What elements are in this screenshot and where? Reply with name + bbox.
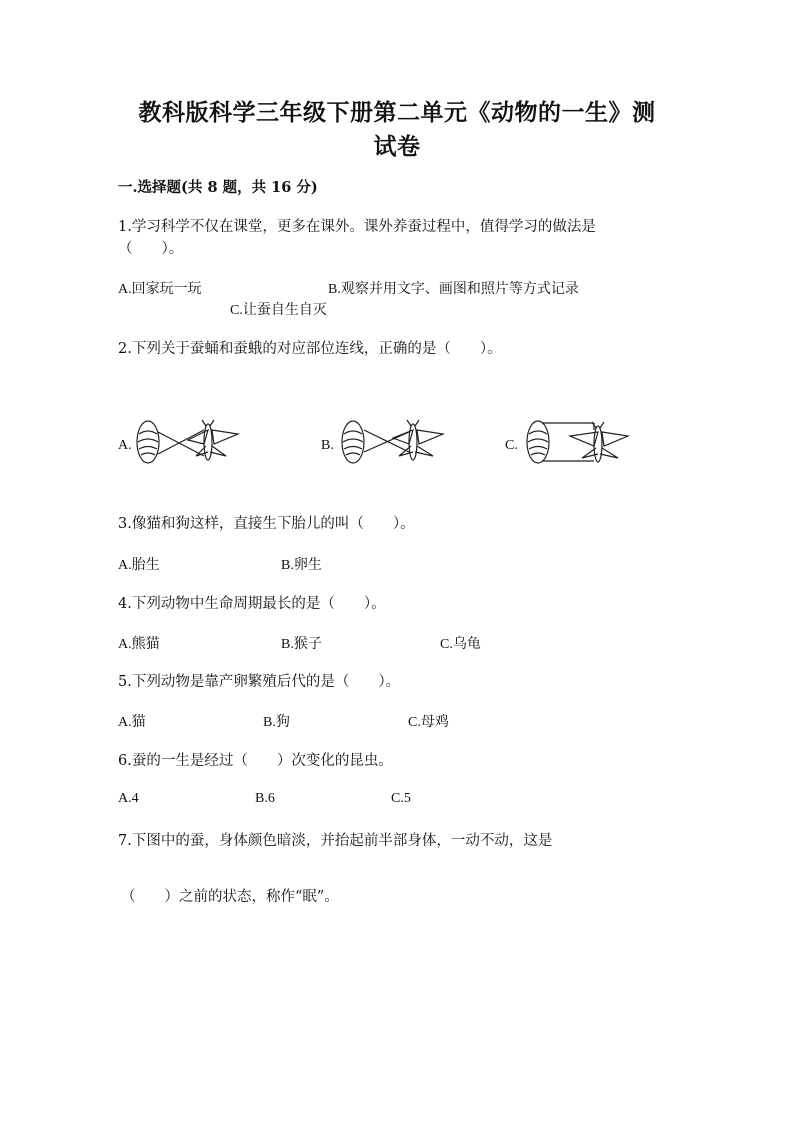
question-5-option-b[interactable]: B.狗 xyxy=(263,715,290,730)
question-6-option-a[interactable]: A.4 xyxy=(118,791,139,806)
question-5-option-c[interactable]: C.母鸡 xyxy=(408,715,449,730)
question-6-option-c[interactable]: C.5 xyxy=(391,791,411,806)
question-2-line-1: 2.下列关于蚕蛹和蚕蛾的对应部位连线，正确的是（ ）。 xyxy=(118,341,502,357)
moth-icon xyxy=(393,420,443,460)
pupa-icon xyxy=(137,421,159,463)
question-1-option-c[interactable]: C.让蚕自生自灭 xyxy=(230,303,327,318)
question-4-line-1: 4.下列动物中生命周期最长的是（ ）。 xyxy=(118,596,386,612)
question-3-option-b[interactable]: B.卵生 xyxy=(281,558,322,573)
question-5-line-1: 5.下列动物是靠产卵繁殖后代的是（ ）。 xyxy=(118,674,401,690)
question-1-line-1: 1.学习科学不仅在课堂，更多在课外。课外养蚕过程中，值得学习的做法是 xyxy=(118,219,596,235)
question-7-line-2: （ ）之前的状态，称作“眠”。 xyxy=(121,889,339,905)
title-line-2: 试卷 xyxy=(373,133,421,160)
moth-icon xyxy=(188,420,238,460)
question-1-option-b[interactable]: B.观察并用文字、画图和照片等方式记录 xyxy=(328,282,579,297)
question-2-option-c[interactable]: C. xyxy=(505,438,518,453)
pupa-moth-diagram-a xyxy=(130,416,242,468)
page-title xyxy=(0,96,794,164)
pupa-icon xyxy=(527,421,549,463)
question-3-option-a[interactable]: A.胎生 xyxy=(118,558,160,573)
question-4-option-a[interactable]: A.熊猫 xyxy=(118,637,160,652)
pupa-moth-diagram-c xyxy=(520,416,632,468)
question-6-option-b[interactable]: B.6 xyxy=(255,791,275,806)
pupa-icon xyxy=(342,421,364,463)
title-line-1: 教科版科学三年级下册第二单元《动物的一生》测 xyxy=(138,99,656,126)
question-6-line-1: 6.蚕的一生是经过（ ）次变化的昆虫。 xyxy=(118,753,393,769)
pupa-moth-diagram-b xyxy=(335,416,447,468)
question-2-option-b[interactable]: B. xyxy=(321,438,334,453)
question-2-option-a[interactable]: A. xyxy=(118,438,132,453)
question-4-option-b[interactable]: B.猴子 xyxy=(281,637,322,652)
question-1-option-a[interactable]: A.回家玩一玩 xyxy=(118,282,202,297)
question-1-line-2: （ ）。 xyxy=(118,241,184,257)
question-7-line-1: 7.下图中的蚕，身体颜色暗淡，并抬起前半部身体，一动不动，这是 xyxy=(118,833,553,849)
question-4-option-c[interactable]: C.乌龟 xyxy=(440,637,481,652)
section-heading: 一.选择题(共 8 题，共 16 分) xyxy=(118,179,318,196)
moth-icon xyxy=(570,422,628,462)
question-3-line-1: 3.像猫和狗这样，直接生下胎儿的叫（ ）。 xyxy=(118,516,415,532)
question-5-option-a[interactable]: A.猫 xyxy=(118,715,146,730)
